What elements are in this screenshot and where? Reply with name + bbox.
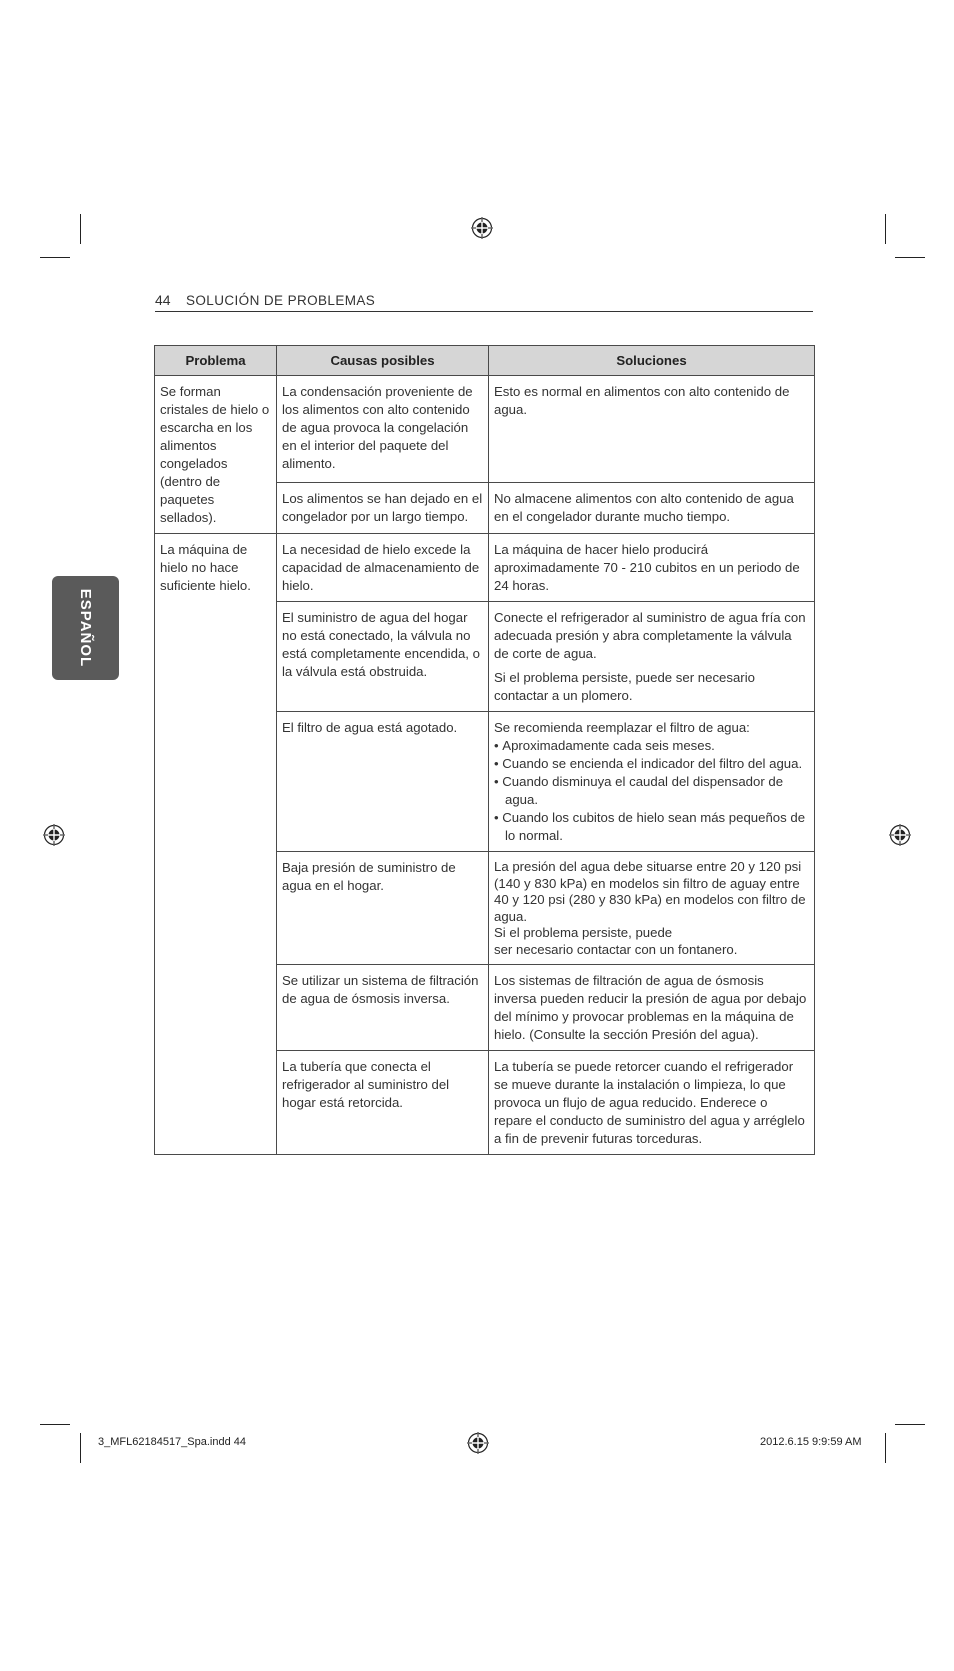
solution-text: Esto es normal en alimentos con alto contenido de agua. <box>494 384 790 417</box>
solution-text: No almacene alimentos con alto contenido de agua en el congelador durante mucho tiempo. <box>494 490 794 524</box>
list-item: • Cuando disminuya el caudal del dispensador de agua. <box>494 773 809 809</box>
cause-cell: Los alimentos se han dejado en el congelador por un largo tiempo. <box>277 482 489 533</box>
column-header-causes: Causas posibles <box>277 346 489 376</box>
section-title: SOLUCIÓN DE PROBLEMAS <box>186 293 376 308</box>
crop-mark-top-right-horizontal <box>895 257 925 258</box>
registration-mark-left-icon <box>43 824 65 846</box>
cause-cell: La tubería que conecta el refrigerador al suministro del hogar está retorcida. <box>277 1051 489 1155</box>
crop-mark-top-left-vertical <box>80 214 81 244</box>
solution-cell <box>489 965 815 1051</box>
cause-cell: El suministro de agua del hogar no está conectado, la válvula no está completamente encendida, o la válvula está obstruida. <box>277 602 489 712</box>
language-tab <box>52 576 119 680</box>
solution-intro: Se recomienda reemplazar el filtro de agua: <box>494 720 750 735</box>
solution-bullet-list <box>494 737 809 845</box>
solution-cell <box>489 482 815 533</box>
cause-cell: Baja presión de suministro de agua en el hogar. <box>277 852 489 965</box>
solution-text: Los sistemas de filtración de agua de ósmosis inversa pueden reducir la presión de agua por debajo del mínimo y provocar problemas en la máquina de hielo. (Consulte la sección Presión del agua). <box>494 973 807 1042</box>
table-row <box>155 376 815 483</box>
registration-mark-top-icon <box>471 217 493 239</box>
footer-timestamp: 2012.6.15 9:9:59 AM <box>760 1436 862 1448</box>
solution-cell <box>489 376 815 483</box>
footer-file-name: 3_MFL62184517_Spa.indd 44 <box>98 1436 247 1448</box>
solution-cell <box>489 712 815 852</box>
solution-text: Si el problema persiste, puede ser necesario contactar a un plomero. <box>494 670 755 703</box>
crop-mark-top-right-vertical <box>885 214 886 244</box>
solution-cell <box>489 602 815 712</box>
cause-cell: La condensación proveniente de los alimentos con alto contenido de agua provoca la congelación en el interior del paquete del alimento. <box>277 376 489 483</box>
page-number: 44 <box>155 292 171 308</box>
solution-text: La tubería se puede retorcer cuando el refrigerador se mueve durante la instalación o limpieza, lo que provoca un flujo de agua reducido. Enderece o repare el conducto de suministro del agua y arréglelo a fin de prevenir futuras torceduras. <box>494 1059 805 1146</box>
problem-cell: Se forman cristales de hielo o escarcha en los alimentos congelados (dentro de paquetes sellados). <box>155 376 277 534</box>
table-header-row <box>155 346 815 376</box>
solution-cell <box>489 534 815 602</box>
solution-cell <box>489 852 815 965</box>
cause-cell: El filtro de agua está agotado. <box>277 712 489 852</box>
language-tab-label: ESPAÑOL <box>77 588 94 668</box>
solution-text: ser necesario contactar con un fontanero. <box>494 941 738 957</box>
crop-mark-top-left-horizontal <box>40 257 70 258</box>
crop-mark-bottom-left-horizontal <box>40 1424 70 1425</box>
column-header-solutions: Soluciones <box>489 346 815 376</box>
solution-text: Si el problema persiste, puede <box>494 925 673 940</box>
solution-text: Conecte el refrigerador al suministro de agua fría con adecuada presión y abra completamente la válvula de corte de agua. <box>494 610 806 661</box>
list-item: • Cuando se encienda el indicador del filtro del agua. <box>494 755 809 773</box>
crop-mark-bottom-right-vertical <box>885 1433 886 1463</box>
crop-mark-bottom-right-horizontal <box>895 1424 925 1425</box>
troubleshooting-table <box>154 345 815 1155</box>
cause-cell: La necesidad de hielo excede la capacidad de almacenamiento de hielo. <box>277 534 489 602</box>
table-row <box>155 534 815 602</box>
column-header-problem: Problema <box>155 346 277 376</box>
solution-text: La presión del agua debe situarse entre 20 y 120 psi (140 y 830 kPa) en modelos sin filtro de aguay entre 40 y 120 psi (280 y 830 kPa) en modelos con filtro de agua. <box>494 859 806 924</box>
page-header <box>155 292 813 312</box>
list-item: • Cuando los cubitos de hielo sean más pequeños de lo normal. <box>494 809 809 845</box>
solution-text: La máquina de hacer hielo producirá aproximadamente 70 - 210 cubitos en un periodo de 24 horas. <box>494 542 800 593</box>
cause-cell: Se utilizar un sistema de filtración de agua de ósmosis inversa. <box>277 965 489 1051</box>
registration-mark-right-icon <box>889 824 911 846</box>
registration-mark-bottom-icon <box>467 1432 489 1454</box>
crop-mark-bottom-left-vertical <box>80 1433 81 1463</box>
problem-cell: La máquina de hielo no hace suficiente hielo. <box>155 534 277 1155</box>
solution-cell <box>489 1051 815 1155</box>
list-item: • Aproximadamente cada seis meses. <box>494 737 809 755</box>
